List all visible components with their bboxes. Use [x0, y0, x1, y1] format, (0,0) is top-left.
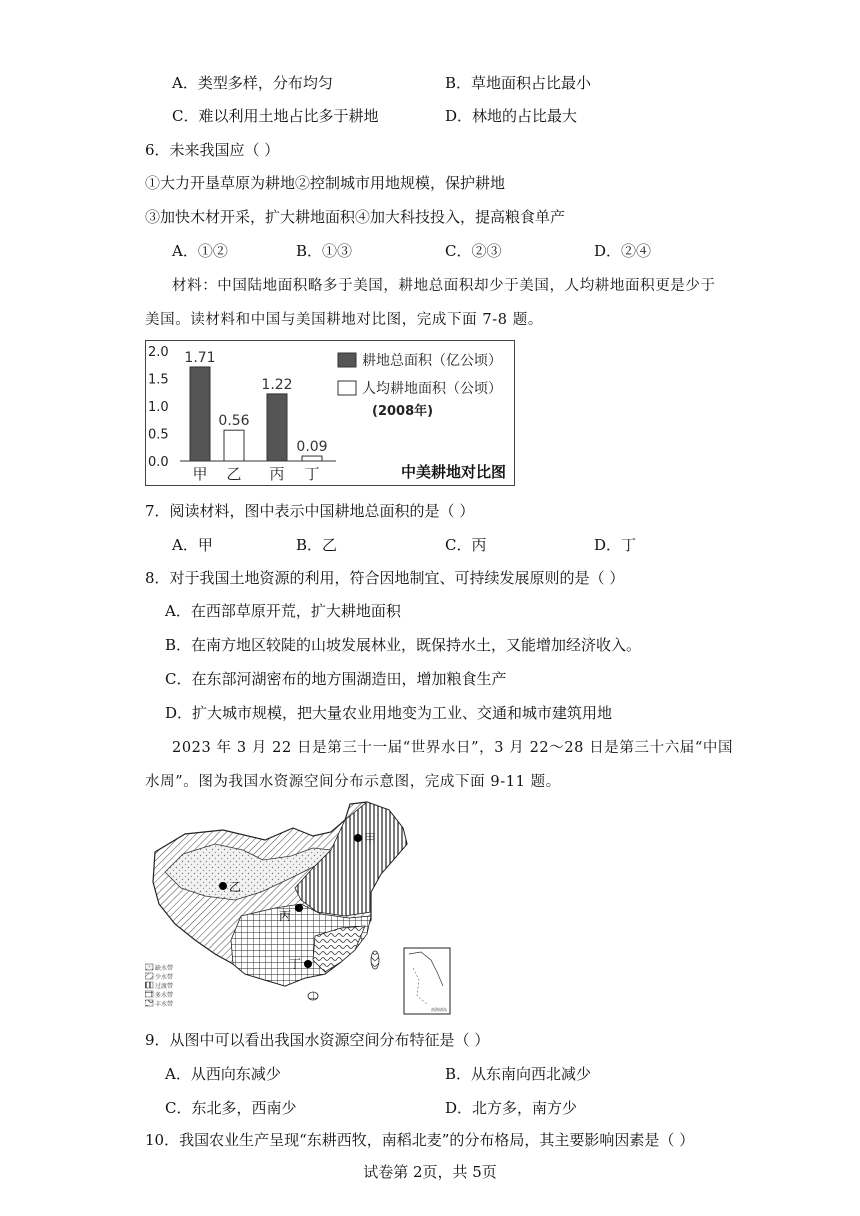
map-label-bing: 丙: [279, 909, 292, 923]
q6-option-b: B．①③: [296, 242, 353, 260]
q10-stem: 10．我国农业生产呈现“东耕西牧，南稻北麦”的分布格局，其主要影响因素是（ ）: [145, 1131, 695, 1149]
q7-option-b: B．乙: [296, 536, 338, 554]
map-point-yi: [219, 882, 227, 890]
farmland-comparison-chart: [145, 340, 515, 486]
q6-option-d: D．②④: [594, 242, 652, 260]
map-inset-south-china-sea: [404, 948, 450, 1014]
svg-text:南海诸岛: 南海诸岛: [431, 1007, 447, 1012]
q8-option-b: B．在南方地区较陡的山坡发展林业，既保持水土，又能增加经济收入。: [165, 636, 642, 654]
page-footer: 试卷第 2页，共 5页: [363, 1163, 497, 1181]
q9-stem: 9．从图中可以看出我国水资源空间分布特征是（ ）: [145, 1031, 490, 1049]
q8-stem: 8．对于我国土地资源的利用，符合因地制宜、可持续发展原则的是（ ）: [145, 569, 625, 587]
legend-swatch-total: [338, 353, 356, 367]
y-tick-label: 1.5: [148, 372, 169, 388]
q7-option-d: D．丁: [594, 536, 637, 554]
bar-2: [224, 430, 244, 461]
q9-option-b: B．从东南向西北减少: [445, 1065, 592, 1083]
q9-option-c: C．东北多，西南少: [165, 1099, 297, 1117]
map-point-jia: [354, 834, 362, 842]
x-tick-label: 丙: [269, 465, 285, 483]
q7-option-a: A．甲: [172, 536, 213, 554]
material-9-11-line-1: 2023 年 3 月 22 日是第三十一届“世界水日”，3 月 22～28 日是第三十六届“中国: [172, 740, 734, 756]
x-tick-label: 甲: [192, 465, 208, 483]
y-tick-label: 0.5: [148, 427, 169, 443]
map-hainan: [308, 992, 318, 1000]
data-label: 0.09: [296, 439, 328, 456]
legend-label-per-capita: 人均耕地面积（公顷）: [362, 381, 502, 397]
svg-text:少水带: 少水带: [155, 974, 174, 981]
x-tick-label: 乙: [226, 465, 242, 483]
legend-swatch-per-capita: [338, 381, 356, 395]
chart-svg: [146, 341, 516, 487]
material-7-8-line-2: 美国。读材料和中国与美国耕地对比图，完成下面 7-8 题。: [145, 312, 543, 328]
svg-text:缺水带: 缺水带: [155, 965, 174, 972]
material-9-11-line-2: 水周”。图为我国水资源空间分布示意图，完成下面 9-11 题。: [145, 774, 561, 790]
q6-stem: 6．未来我国应（ ）: [145, 141, 280, 159]
map-label-yi: 乙: [229, 880, 242, 894]
y-tick-label: 0.0: [148, 455, 169, 470]
q6-option-c: C．②③: [445, 242, 502, 260]
q6-option-a: A．①②: [172, 242, 228, 260]
q5-option-a: A．类型多样，分布均匀: [172, 74, 333, 92]
svg-text:多水带: 多水带: [155, 992, 174, 999]
q9-option-a: A．从西向东减少: [165, 1065, 281, 1083]
legend-label-total: 耕地总面积（亿公顷）: [362, 353, 502, 369]
q5-option-c: C．难以利用土地占比多于耕地: [172, 107, 379, 125]
q6-line-1: ①大力开垦草原为耕地②控制城市用地规模，保护耕地: [145, 174, 506, 192]
data-label: 1.22: [261, 376, 293, 393]
q9-option-d: D．北方多，南方少: [445, 1099, 578, 1117]
q5-option-b: B．草地面积占比最小: [445, 74, 592, 92]
map-label-jia: 甲: [364, 832, 377, 846]
svg-text:丰水带: 丰水带: [155, 1001, 174, 1008]
svg-text:过渡带: 过渡带: [155, 983, 174, 990]
map-point-bing: [295, 904, 303, 912]
q8-option-c: C．在东部河湖密布的地方围湖造田，增加粮食生产: [165, 670, 507, 688]
bar-4: [302, 456, 322, 461]
map-label-ding: 丁: [289, 957, 302, 971]
y-tick-label: 1.0: [148, 400, 169, 415]
map-taiwan: [371, 951, 379, 969]
bar-1: [190, 367, 210, 461]
data-label: 0.56: [218, 413, 250, 430]
x-tick-label: 丁: [304, 465, 320, 483]
q7-stem: 7．阅读材料，图中表示中国耕地总面积的是（ ）: [145, 502, 475, 520]
bar-3: [267, 394, 287, 461]
q5-option-d: D．林地的占比最大: [445, 107, 578, 125]
data-label: 1.71: [184, 349, 216, 366]
map-legend: [145, 964, 173, 1008]
q8-option-a: A．在西部草原开荒，扩大耕地面积: [165, 602, 401, 620]
q8-option-d: D．扩大城市规模，把大量农业用地变为工业、交通和城市建筑用地: [165, 704, 613, 722]
water-resource-map: [145, 800, 465, 1018]
legend-note: (2008年): [372, 404, 434, 419]
q7-option-c: C．丙: [445, 536, 487, 554]
material-7-8-line-1: 材料：中国陆地面积略多于美国，耕地总面积却少于美国，人均耕地面积更是少于: [172, 278, 716, 294]
chart-title: 中美耕地对比图: [400, 463, 506, 481]
y-tick-label: 2.0: [148, 345, 169, 360]
q6-line-2: ③加快木材开采，扩大耕地面积④加大科技投入，提高粮食单产: [145, 208, 566, 226]
map-point-ding: [304, 960, 312, 968]
